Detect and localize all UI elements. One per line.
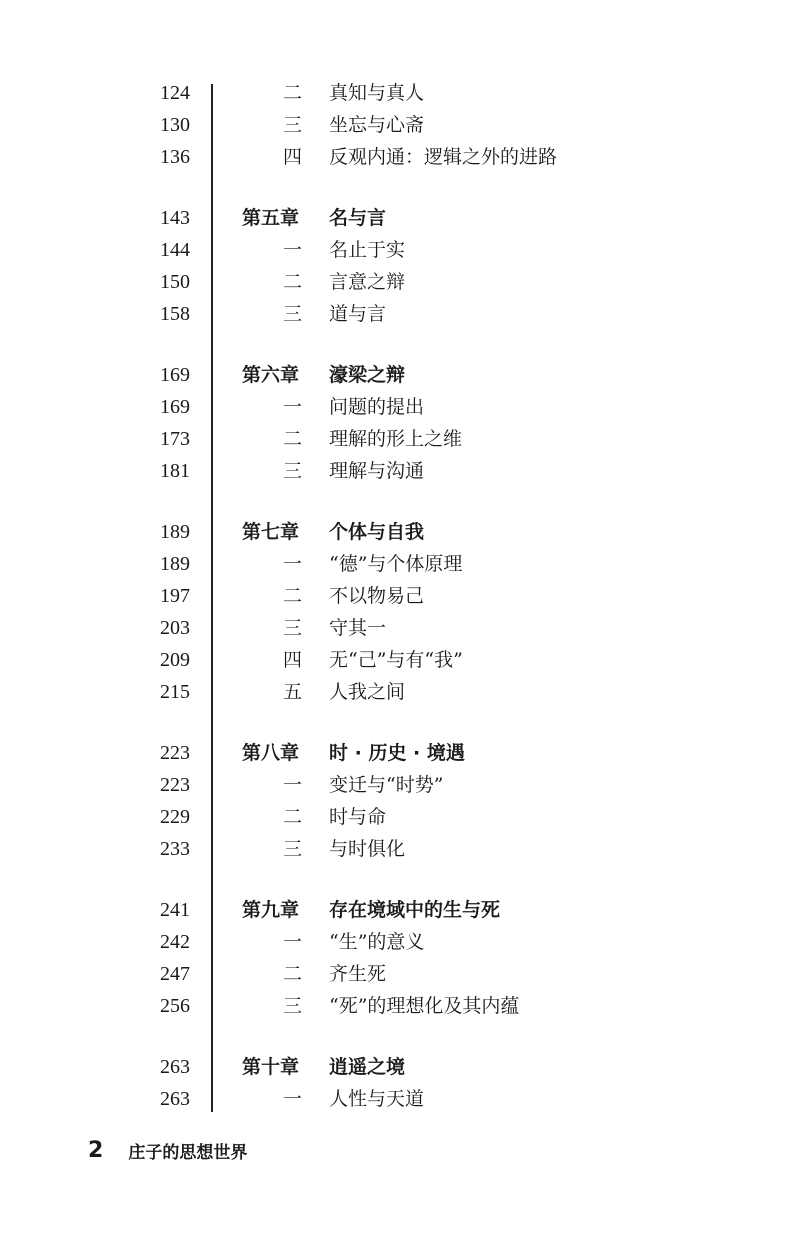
toc-page-number: 241 bbox=[160, 899, 190, 921]
page-number: 2 bbox=[88, 1138, 104, 1163]
toc-section-title: 不以物易己 bbox=[329, 585, 425, 607]
toc-page-number: 169 bbox=[160, 364, 190, 386]
toc-section-title: 人我之间 bbox=[329, 681, 406, 703]
toc-chapter-number: 第七章 bbox=[242, 521, 300, 543]
toc-section-number: 三 bbox=[283, 838, 303, 860]
toc-chapter-row[interactable] bbox=[0, 202, 790, 234]
toc-section-number: 二 bbox=[283, 271, 303, 293]
toc-chapter-row[interactable] bbox=[0, 737, 790, 769]
toc-section-title: 理解的形上之维 bbox=[329, 428, 463, 450]
toc-section-number: 三 bbox=[283, 995, 303, 1017]
toc-section-number: 一 bbox=[283, 931, 303, 953]
toc-section-title: 变迁与“时势” bbox=[329, 774, 444, 796]
toc-page-number: 209 bbox=[160, 649, 190, 671]
toc-page-number: 215 bbox=[160, 681, 190, 703]
toc-section-title: “死”的理想化及其内蕴 bbox=[329, 995, 520, 1017]
toc-section-title: 道与言 bbox=[329, 303, 387, 325]
toc-section-row[interactable] bbox=[0, 423, 790, 455]
toc-section-title: 与时俱化 bbox=[329, 838, 406, 860]
toc-page-number: 144 bbox=[160, 239, 190, 261]
toc-section-row[interactable] bbox=[0, 266, 790, 298]
toc-section-row[interactable] bbox=[0, 958, 790, 990]
toc-section-row[interactable] bbox=[0, 141, 790, 173]
toc-page-number: 242 bbox=[160, 931, 190, 953]
toc-section-row[interactable] bbox=[0, 77, 790, 109]
toc-page-number: 173 bbox=[160, 428, 190, 450]
toc-section-number: 二 bbox=[283, 82, 303, 104]
toc-section-number: 五 bbox=[283, 681, 303, 703]
toc-section-title: 反观内通：逻辑之外的进路 bbox=[329, 146, 558, 168]
toc-section-number: 二 bbox=[283, 963, 303, 985]
toc-section-row[interactable] bbox=[0, 298, 790, 330]
toc-page-number: 203 bbox=[160, 617, 190, 639]
toc-section-title: 人性与天道 bbox=[329, 1088, 425, 1110]
toc-page-number: 136 bbox=[160, 146, 190, 168]
toc-page-number: 130 bbox=[160, 114, 190, 136]
toc-section-number: 二 bbox=[283, 428, 303, 450]
toc-section-title: 问题的提出 bbox=[329, 396, 425, 418]
toc-chapter-row[interactable] bbox=[0, 516, 790, 548]
toc-page-number: 143 bbox=[160, 207, 190, 229]
toc-chapter-number: 第六章 bbox=[242, 364, 300, 386]
toc-section-title: 齐生死 bbox=[329, 963, 387, 985]
toc-page-number: 150 bbox=[160, 271, 190, 293]
toc-section-row[interactable] bbox=[0, 455, 790, 487]
toc-section-number: 一 bbox=[283, 1088, 303, 1110]
toc-page-number: 247 bbox=[160, 963, 190, 985]
toc-section-row[interactable] bbox=[0, 612, 790, 644]
toc-section-row[interactable] bbox=[0, 801, 790, 833]
toc-chapter-number: 第八章 bbox=[242, 742, 300, 764]
toc-section-row[interactable] bbox=[0, 833, 790, 865]
toc-page-number: 189 bbox=[160, 553, 190, 575]
toc-section-number: 三 bbox=[283, 114, 303, 136]
toc-page-number: 263 bbox=[160, 1056, 190, 1078]
toc-chapter-title: 濠梁之辩 bbox=[329, 364, 406, 386]
toc-chapter-row[interactable] bbox=[0, 894, 790, 926]
toc-section-title: 坐忘与心斋 bbox=[329, 114, 425, 136]
toc-section-number: 一 bbox=[283, 774, 303, 796]
toc-section-number: 四 bbox=[283, 649, 303, 671]
toc-chapter-title: 名与言 bbox=[329, 207, 387, 229]
toc-page-number: 124 bbox=[160, 82, 190, 104]
toc-page-number: 229 bbox=[160, 806, 190, 828]
toc-section-row[interactable] bbox=[0, 926, 790, 958]
toc-section-row[interactable] bbox=[0, 990, 790, 1022]
toc-section-number: 四 bbox=[283, 146, 303, 168]
toc-section-row[interactable] bbox=[0, 644, 790, 676]
toc-chapter-number: 第十章 bbox=[242, 1056, 300, 1078]
toc-chapter-title: 存在境域中的生与死 bbox=[329, 899, 501, 921]
page-footer bbox=[88, 1138, 247, 1163]
book-title: 庄子的思想世界 bbox=[128, 1143, 248, 1163]
toc-section-number: 一 bbox=[283, 553, 303, 575]
toc-page-number: 181 bbox=[160, 460, 190, 482]
toc-section-title: 时与命 bbox=[329, 806, 387, 828]
toc-section-title: 真知与真人 bbox=[329, 82, 425, 104]
toc-page-number: 223 bbox=[160, 774, 190, 796]
toc-page-number: 223 bbox=[160, 742, 190, 764]
toc-section-title: “生”的意义 bbox=[329, 931, 425, 953]
toc-page-number: 158 bbox=[160, 303, 190, 325]
toc-section-row[interactable] bbox=[0, 548, 790, 580]
toc-chapter-title: 时 · 历史 · 境遇 bbox=[329, 742, 465, 764]
toc-page-number: 189 bbox=[160, 521, 190, 543]
toc-section-number: 二 bbox=[283, 806, 303, 828]
toc-chapter-row[interactable] bbox=[0, 359, 790, 391]
toc-section-title: 言意之辩 bbox=[329, 271, 406, 293]
toc-page-number: 263 bbox=[160, 1088, 190, 1110]
toc-section-row[interactable] bbox=[0, 580, 790, 612]
toc-page-number: 256 bbox=[160, 995, 190, 1017]
toc-section-number: 三 bbox=[283, 617, 303, 639]
toc-chapter-row[interactable] bbox=[0, 1051, 790, 1083]
toc-section-row[interactable] bbox=[0, 1083, 790, 1115]
toc-section-row[interactable] bbox=[0, 769, 790, 801]
toc-section-row[interactable] bbox=[0, 109, 790, 141]
toc-section-number: 二 bbox=[283, 585, 303, 607]
toc-chapter-number: 第九章 bbox=[242, 899, 300, 921]
toc-section-title: “德”与个体原理 bbox=[329, 553, 463, 575]
toc-section-number: 一 bbox=[283, 396, 303, 418]
toc-section-number: 一 bbox=[283, 239, 303, 261]
toc-page-number: 233 bbox=[160, 838, 190, 860]
toc-page-number: 197 bbox=[160, 585, 190, 607]
toc-section-title: 无“己”与有“我” bbox=[329, 649, 463, 671]
toc-chapter-title: 个体与自我 bbox=[329, 521, 425, 543]
toc-section-row[interactable] bbox=[0, 391, 790, 423]
toc-section-title: 理解与沟通 bbox=[329, 460, 425, 482]
toc-section-row[interactable] bbox=[0, 234, 790, 266]
toc-chapter-title: 逍遥之境 bbox=[329, 1056, 406, 1078]
toc-section-number: 三 bbox=[283, 460, 303, 482]
toc-section-title: 守其一 bbox=[329, 617, 387, 639]
toc-chapter-number: 第五章 bbox=[242, 207, 300, 229]
toc-section-title: 名止于实 bbox=[329, 239, 406, 261]
toc-section-number: 三 bbox=[283, 303, 303, 325]
toc-section-row[interactable] bbox=[0, 676, 790, 708]
toc-page-number: 169 bbox=[160, 396, 190, 418]
